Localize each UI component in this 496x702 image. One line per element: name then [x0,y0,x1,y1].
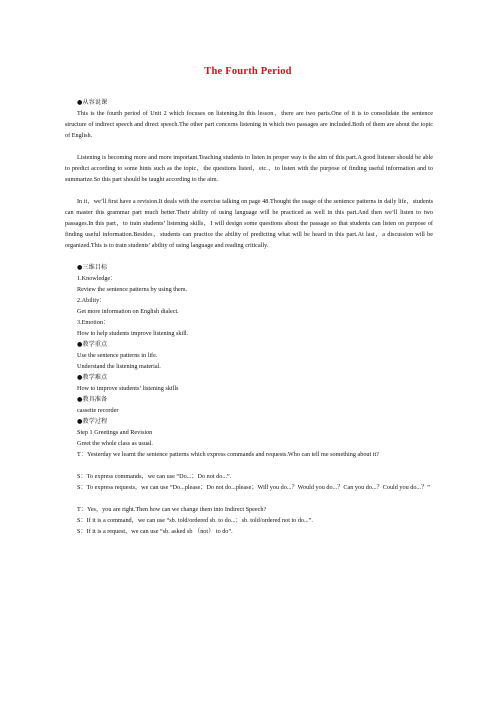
paragraph: Greet the whole class as usual. [77,440,153,447]
list-item: Use the sentence patterns in life. [77,352,158,359]
list-item: Get more information on English dialect. [77,308,179,315]
dialogue-line: S：If it is a command，we can use “sb. told/ordered sb. to do...；sb. told/ordered not to do...”. [77,517,313,524]
section-heading: ●从容说课 [77,99,108,106]
list-item: 2.Ability： [77,297,106,304]
dialogue-line: S：If it is a request，we can use “sb. asked sb （not） to do”. [77,528,233,535]
section-heading: ●教学重点 [77,341,108,348]
paragraph: Listening is becoming more and more important.Teaching students to listen in proper way is the aim of this part.A good listener should be able to predict according to some hints such as the topic，the questions listed，etc.，to listen with the purpose of finding useful information and to summarize.So this part should be taught according to the aim. [65,154,433,183]
list-item: cassette recorder [77,407,119,414]
section-heading: ●三维目标 [77,264,108,271]
list-item: Review the sentence patterns by using them. [77,286,188,293]
step-heading: Step 1 Greetings and Revision [77,429,153,436]
page-title: The Fourth Period [204,66,292,77]
list-item: How to help students improve listening skill. [77,330,189,337]
section-heading: ●教学过程 [77,418,108,425]
section-heading: ●教具准备 [77,396,108,403]
list-item: 1.Knowledge： [77,275,117,282]
dialogue-line: T：Yesterday we learnt the sentence patterns which express commands and requests.Who can tell me something about it? [77,451,379,458]
dialogue-line: S：To express requests，we can use “Do...please；Do not do...please；Will you do...？Would you do...？Can you do...？Could you do...？” [77,484,431,491]
list-item: 3.Emotion： [77,319,110,326]
section-heading: ●教学难点 [77,374,108,381]
dialogue-line: T：Yes，you are right.Then how can we change them into Indirect Speech? [77,506,267,513]
list-item: Understand the listening material. [77,363,161,370]
dialogue-line: S：To express commands，we can use “Do...；Do not do...”. [77,473,232,480]
paragraph: This is the fourth period of Unit 2 which focuses on listening.In this lesson，there are two parts.One of it is to consolidate the sentence structure of indirect speech and direct speech.The other part concerns listening in which two passages are included.Both of them are about the topic of English. [65,110,433,139]
paragraph: In it，we’ll first have a revision.It deals with the exercise talking on page 48.Thought the usage of the sentence patterns in daily life，students can master this grammar part much better.Their ability of using language will be practiced as well in this part.And then we’ll listen to two passages.In this part，to train students’ listening skills，I will design some questions about the passage so that students can listen on purpose of finding useful information.Besides，students can practice the ability of predicting what will be heard in this part.At last，a discussion will be organized.This is to train students’ ability of using language and reading critically. [65,198,433,249]
list-item: How to improve students’ listening skills [77,385,179,392]
